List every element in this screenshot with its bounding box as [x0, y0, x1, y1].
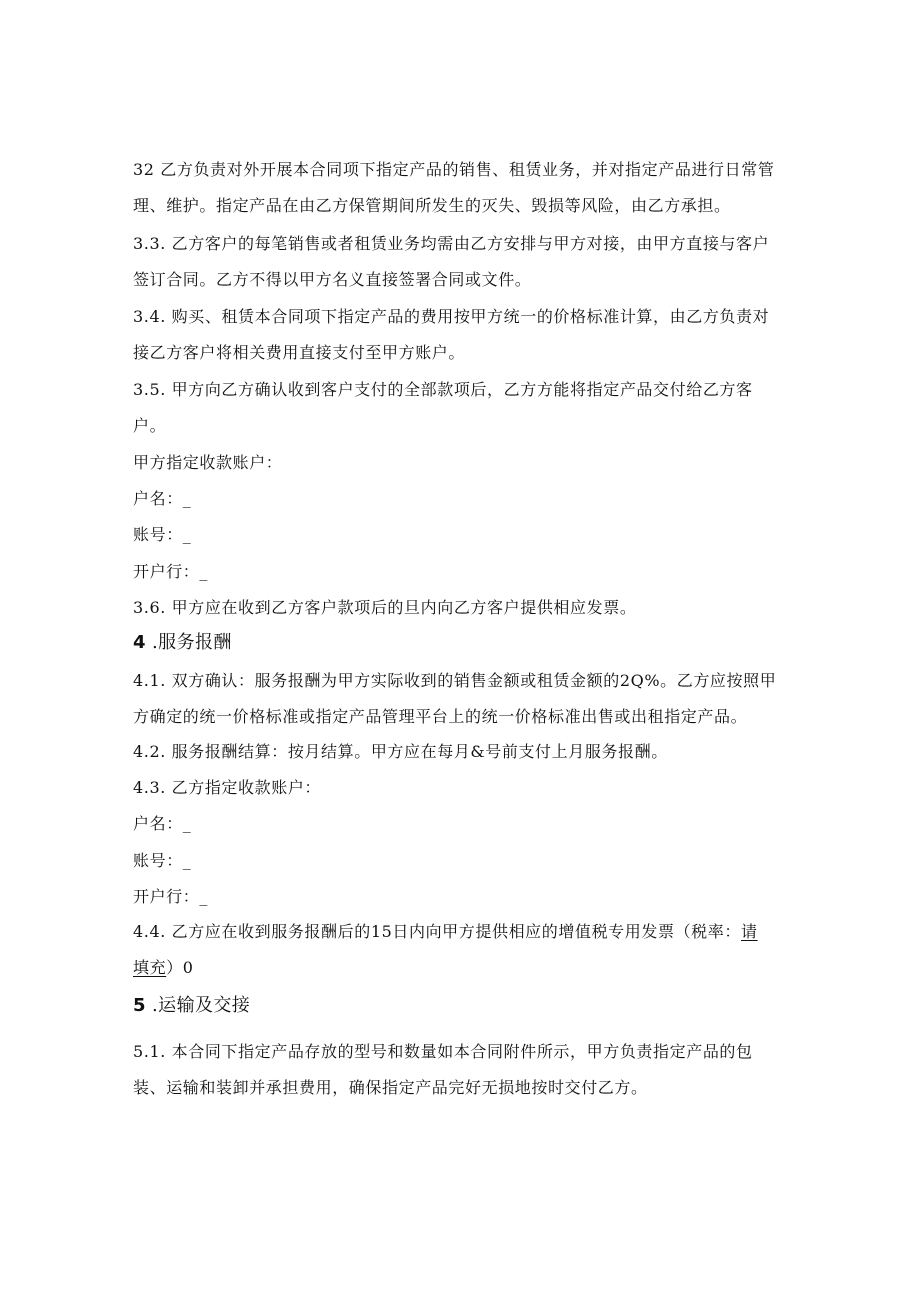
clause-3-3-line-1: 3.3. 乙方客户的每笔销售或者租赁业务均需由乙方安排与甲方对接，由甲方直接与客户 [133, 234, 770, 253]
tax-rate-placeholder-end: 填充 [133, 958, 167, 977]
party-b-account-bank: 开户行：_ [133, 887, 209, 906]
party-a-account-number: 账号：_ [133, 525, 192, 544]
clause-4-4-text: 4.4. 乙方应在收到服务报酬后的15日内向甲方提供相应的增值税专用发票（税率： [133, 922, 741, 941]
clause-5-1-line-1: 5.1. 本合同下指定产品存放的型号和数量如本合同附件所示，甲方负责指定产品的包 [133, 1042, 753, 1061]
clause-3-5-line-1: 3.5. 甲方向乙方确认收到客户支付的全部款项后，乙方方能将指定产品交付给乙方客 [133, 380, 753, 399]
clause-3-5-line-2: 户。 [133, 416, 167, 435]
section-4-number: 4 [133, 632, 146, 653]
section-5-title: .运输及交接 [145, 995, 251, 1016]
tax-rate-placeholder-start: 请 [740, 922, 758, 941]
clause-5-1-line-2: 装、运输和装卸并承担费用，确保指定产品完好无损地按时交付乙方。 [133, 1078, 648, 1097]
clause-4-1-line-1: 4.1. 双方确认：服务报酬为甲方实际收到的销售金额或租赁金额的2Q%。乙方应按照甲 [133, 671, 777, 690]
clause-3-4-line-1: 3.4. 购买、租赁本合同项下指定产品的费用按甲方统一的价格标准计算，由乙方负责对 [133, 307, 770, 326]
section-5-heading [133, 995, 793, 1017]
party-a-account-title: 甲方指定收款账户： [133, 453, 283, 472]
clause-4-2: 4.2. 服务报酬结算：按月结算。甲方应在每月&号前支付上月服务报酬。 [133, 742, 668, 761]
clause-3-3-line-2: 签订合同。乙方不得以甲方名义直接签署合同或文件。 [133, 270, 532, 289]
clause-3-2-line-2: 理、维护。指定产品在由乙方保管期间所发生的灭失、毁损等风险，由乙方承担。 [133, 196, 731, 215]
clause-3-6: 3.6. 甲方应在收到乙方客户款项后的旦内向乙方客户提供相应发票。 [133, 598, 637, 617]
party-b-account-name: 户名：_ [133, 814, 192, 833]
clause-4-1-line-2: 方确定的统一价格标准或指定产品管理平台上的统一价格标准出售或出租指定产品。 [133, 707, 748, 726]
section-5-number: 5 [133, 995, 146, 1016]
section-4-heading [133, 632, 793, 654]
clause-3-4-line-2: 接乙方客户将相关费用直接支付至甲方账户。 [133, 343, 466, 362]
clause-4-4-line-2 [133, 957, 793, 979]
clause-4-4-line-1 [133, 921, 793, 943]
clause-3-2-line-1: 32 乙方负责对外开展本合同项下指定产品的销售、租赁业务，并对指定产品进行日常管 [133, 160, 775, 179]
clause-4-3: 4.3. 乙方指定收款账户： [133, 778, 322, 797]
party-b-account-number: 账号：_ [133, 851, 192, 870]
section-4-title: .服务报酬 [145, 632, 232, 653]
party-a-account-name: 户名：_ [133, 489, 192, 508]
clause-4-4-tail: ）0 [166, 958, 194, 977]
party-a-account-bank: 开户行：_ [133, 562, 209, 581]
